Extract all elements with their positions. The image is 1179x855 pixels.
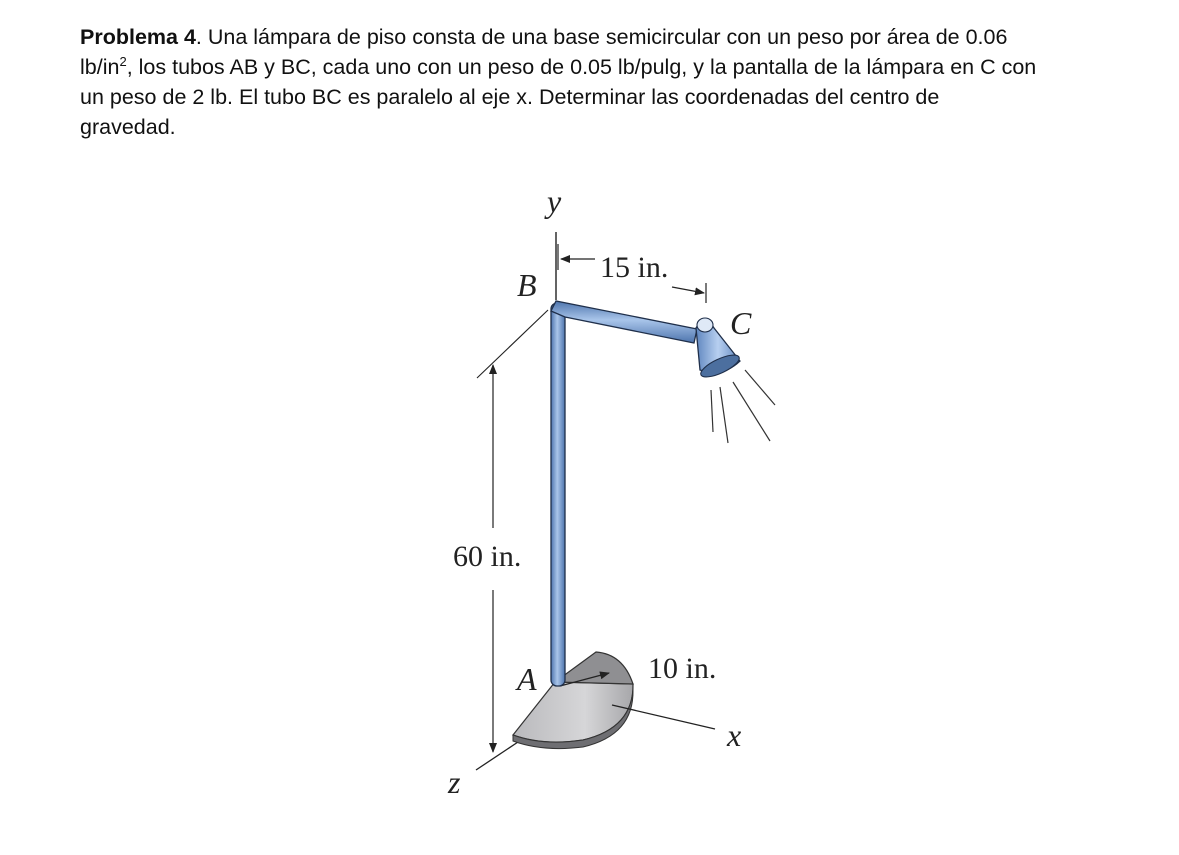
point-c-label: C bbox=[730, 305, 752, 341]
problem-line2-rest: , los tubos AB y BC, cada uno con un peso de 0.05 lb/pulg, y la pantalla de la lámpara en C con bbox=[126, 55, 1037, 79]
dim-15-label: 15 in. bbox=[600, 251, 669, 284]
problem-line2-exponent: 2 bbox=[119, 53, 127, 69]
problem-line3: un peso de 2 lb. El tubo BC es paralelo al eje x. Determinar las coordenadas del centro de bbox=[80, 85, 940, 109]
dim-10-label: 10 in. bbox=[648, 652, 717, 685]
problem-line2-unit: lb/in bbox=[80, 55, 120, 79]
y-axis-label: y bbox=[547, 183, 562, 219]
dim-60-label: 60 in. bbox=[453, 540, 522, 573]
x-axis-label: x bbox=[727, 717, 742, 753]
dim-15-arrow-right bbox=[672, 287, 704, 293]
light-rays bbox=[711, 370, 775, 443]
problem-line4: gravedad. bbox=[80, 115, 176, 139]
dim-60-extension-top bbox=[477, 310, 548, 378]
problem-title: Problema 4 bbox=[80, 25, 196, 49]
z-axis-label: z bbox=[448, 764, 461, 800]
point-b-label: B bbox=[517, 267, 537, 303]
z-axis-line bbox=[476, 742, 518, 770]
tube-bc bbox=[551, 301, 697, 343]
problem-line1: . Una lámpara de piso consta de una base semicircular con un peso por área de 0.06 bbox=[195, 25, 1008, 49]
point-a-label: A bbox=[517, 661, 537, 697]
tube-ab bbox=[551, 303, 565, 686]
